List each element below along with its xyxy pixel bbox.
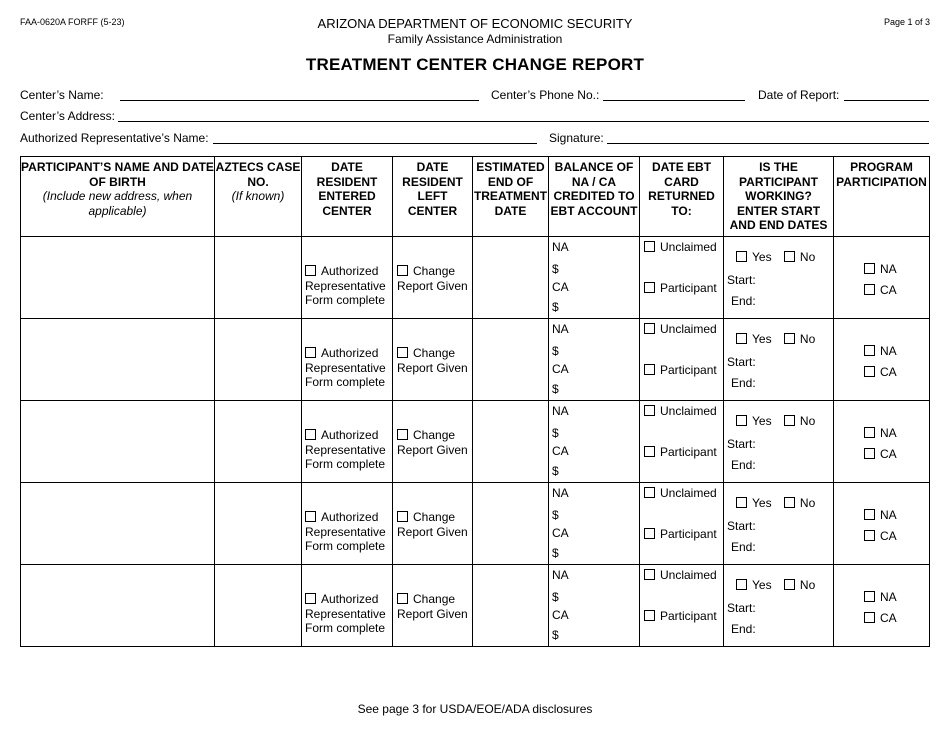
header-balance: BALANCE OF NA / CA CREDITED TO EBT ACCOUNT [549,157,640,237]
yes-label: Yes [752,332,772,346]
change-text-2: Report Given [397,360,468,375]
no-checkbox[interactable] [784,415,795,426]
auth-text-3: Form complete [305,539,386,553]
participant-cell[interactable] [21,319,215,401]
program-na-label: NA [880,344,897,358]
no-checkbox[interactable] [784,251,795,262]
change-report-checkbox[interactable] [397,347,408,358]
header-participant: PARTICIPANT’S NAME AND DATE OF BIRTH (Include new address, when applicable) [21,157,215,237]
program-na-checkbox[interactable] [864,345,875,356]
balance-na-dollar: $ [552,590,559,604]
program-na-label: NA [880,262,897,276]
page-title: TREATMENT CENTER CHANGE REPORT [305,55,645,74]
entered-cell[interactable] [302,237,393,319]
ebt-cell[interactable] [640,565,724,647]
unclaimed-checkbox[interactable] [644,323,655,334]
header-program: PROGRAM PARTICIPATION [834,157,930,237]
auth-text-2: Representative [305,524,386,539]
no-label: No [799,332,816,346]
participant-checkbox[interactable] [644,364,655,375]
program-ca-checkbox[interactable] [864,530,875,541]
program-cell[interactable] [834,565,930,647]
balance-ca-dollar: $ [552,300,559,314]
participant-label: Participant [660,527,717,541]
program-na-label: NA [880,426,897,440]
header-aztecs-note: (If known) [231,189,285,203]
left-cell[interactable] [393,401,473,483]
authorized-rep-label: Authorized Representative’s Name: [20,131,209,145]
header-entered: DATE RESIDENT ENTERED CENTER [302,157,393,237]
entered-cell[interactable] [302,401,393,483]
change-report-checkbox[interactable] [397,593,408,604]
balance-na-dollar: $ [552,508,559,522]
aztecs-cell[interactable] [215,565,302,647]
participant-label: Participant [660,445,717,459]
program-cell[interactable] [834,319,930,401]
change-report-table [20,156,930,647]
change-text-1: Change [413,346,456,360]
balance-cell[interactable] [549,237,640,319]
left-cell[interactable] [393,565,473,647]
auth-text-2: Representative [305,360,386,375]
start-label: Start: [727,355,756,369]
yes-checkbox[interactable] [736,579,747,590]
program-ca-checkbox[interactable] [864,612,875,623]
no-label: No [799,250,816,264]
no-checkbox[interactable] [784,497,795,508]
program-ca-label: CA [880,447,897,461]
aztecs-cell[interactable] [215,237,302,319]
authorized-rep-checkbox[interactable] [305,429,316,440]
auth-text-1: Authorized [321,264,379,278]
program-ca-label: CA [880,283,897,297]
auth-text-1: Authorized [321,346,379,360]
entered-cell[interactable] [302,565,393,647]
aztecs-cell[interactable] [215,319,302,401]
table-header-row [21,157,930,237]
balance-na: NA [552,322,569,336]
authorized-rep-checkbox[interactable] [305,347,316,358]
center-phone-field[interactable] [603,100,745,101]
unclaimed-label: Unclaimed [660,404,717,418]
program-ca-checkbox[interactable] [864,284,875,295]
yes-label: Yes [752,578,772,592]
yes-checkbox[interactable] [736,497,747,508]
estimated-cell[interactable] [473,401,549,483]
entered-cell[interactable] [302,483,393,565]
unclaimed-label: Unclaimed [660,322,717,336]
yes-checkbox[interactable] [736,415,747,426]
working-cell[interactable] [724,319,834,401]
program-ca-label: CA [880,611,897,625]
end-label: End: [731,294,756,308]
auth-text-2: Representative [305,442,386,457]
estimated-cell[interactable] [473,565,549,647]
participant-checkbox[interactable] [644,528,655,539]
aztecs-cell[interactable] [215,483,302,565]
auth-text-1: Authorized [321,428,379,442]
unclaimed-checkbox[interactable] [644,487,655,498]
balance-na-dollar: $ [552,262,559,276]
yes-label: Yes [752,250,772,264]
change-report-checkbox[interactable] [397,429,408,440]
change-text-2: Report Given [397,442,468,457]
authorized-rep-field[interactable] [213,143,537,144]
auth-text-1: Authorized [321,510,379,524]
balance-ca-dollar: $ [552,382,559,396]
participant-cell[interactable] [21,565,215,647]
header-ebt: DATE EBT CARD RETURNED TO: [640,157,724,237]
participant-label: Participant [660,363,717,377]
estimated-cell[interactable] [473,319,549,401]
change-text-1: Change [413,428,456,442]
program-na-checkbox[interactable] [864,591,875,602]
unclaimed-label: Unclaimed [660,568,717,582]
program-cell[interactable] [834,483,930,565]
left-cell[interactable] [393,237,473,319]
balance-ca-dollar: $ [552,464,559,478]
program-na-checkbox[interactable] [864,509,875,520]
balance-ca: CA [552,526,569,540]
auth-text-3: Form complete [305,457,386,471]
date-of-report-label: Date of Report: [758,88,840,102]
balance-na-dollar: $ [552,344,559,358]
entered-cell[interactable] [302,319,393,401]
program-ca-label: CA [880,529,897,543]
yes-checkbox[interactable] [736,251,747,262]
header-participant-note: (Include new address, when applicable) [42,189,193,218]
balance-na: NA [552,568,569,582]
start-label: Start: [727,519,756,533]
unclaimed-label: Unclaimed [660,240,717,254]
date-of-report-field[interactable] [844,100,929,101]
program-na-label: NA [880,590,897,604]
division-name: Family Assistance Administration [387,32,563,46]
table-row [21,565,930,647]
footer-note: See page 3 for USDA/EOE/ADA disclosures [357,702,593,716]
participant-label: Participant [660,281,717,295]
program-cell[interactable] [834,401,930,483]
unclaimed-checkbox[interactable] [644,405,655,416]
ebt-cell[interactable] [640,401,724,483]
balance-cell[interactable] [549,483,640,565]
auth-text-1: Authorized [321,592,379,606]
change-report-checkbox[interactable] [397,511,408,522]
aztecs-cell[interactable] [215,401,302,483]
end-label: End: [731,458,756,472]
end-label: End: [731,622,756,636]
balance-ca-dollar: $ [552,628,559,642]
program-ca-label: CA [880,365,897,379]
change-text-1: Change [413,510,456,524]
participant-checkbox[interactable] [644,446,655,457]
working-cell[interactable] [724,237,834,319]
authorized-rep-checkbox[interactable] [305,265,316,276]
unclaimed-label: Unclaimed [660,486,717,500]
participant-cell[interactable] [21,237,215,319]
balance-cell[interactable] [549,565,640,647]
start-label: Start: [727,437,756,451]
balance-ca-dollar: $ [552,546,559,560]
ebt-cell[interactable] [640,319,724,401]
balance-ca: CA [552,608,569,622]
no-label: No [799,496,816,510]
participant-checkbox[interactable] [644,282,655,293]
yes-label: Yes [752,496,772,510]
balance-ca: CA [552,362,569,376]
header-left: DATE RESIDENT LEFT CENTER [393,157,473,237]
unclaimed-checkbox[interactable] [644,241,655,252]
authorized-rep-checkbox[interactable] [305,593,316,604]
participant-cell[interactable] [21,483,215,565]
no-label: No [799,578,816,592]
auth-text-3: Form complete [305,375,386,389]
auth-text-3: Form complete [305,621,386,635]
balance-ca: CA [552,444,569,458]
table-row [21,237,930,319]
center-phone-label: Center’s Phone No.: [491,88,600,102]
page-number: Page 1 of 3 [883,17,930,27]
estimated-cell[interactable] [473,483,549,565]
program-na-label: NA [880,508,897,522]
working-cell[interactable] [724,565,834,647]
signature-field[interactable] [607,143,929,144]
agency-name: ARIZONA DEPARTMENT OF ECONOMIC SECURITY [317,16,633,31]
change-text-2: Report Given [397,278,468,293]
center-address-label: Center’s Address: [20,109,115,123]
program-na-checkbox[interactable] [864,263,875,274]
estimated-cell[interactable] [473,237,549,319]
change-text-2: Report Given [397,524,468,539]
balance-cell[interactable] [549,319,640,401]
center-name-field[interactable] [120,100,479,101]
working-cell[interactable] [724,401,834,483]
auth-text-2: Representative [305,606,386,621]
balance-na: NA [552,240,569,254]
participant-cell[interactable] [21,401,215,483]
form-number: FAA-0620A FORFF (5-23) [20,17,125,27]
table-row [21,483,930,565]
center-address-field[interactable] [118,121,929,122]
table-row [21,319,930,401]
end-label: End: [731,540,756,554]
start-label: Start: [727,601,756,615]
change-text-1: Change [413,264,456,278]
balance-na: NA [552,486,569,500]
participant-checkbox[interactable] [644,610,655,621]
program-cell[interactable] [834,237,930,319]
left-cell[interactable] [393,319,473,401]
signature-label: Signature: [549,131,604,145]
header-working: IS THE PARTICIPANT WORKING? ENTER START AND END DATES [724,157,834,237]
program-ca-checkbox[interactable] [864,448,875,459]
ebt-cell[interactable] [640,237,724,319]
balance-cell[interactable] [549,401,640,483]
ebt-cell[interactable] [640,483,724,565]
authorized-rep-checkbox[interactable] [305,511,316,522]
start-label: Start: [727,273,756,287]
yes-checkbox[interactable] [736,333,747,344]
change-report-checkbox[interactable] [397,265,408,276]
no-checkbox[interactable] [784,333,795,344]
header-estimated: ESTIMATED END OF TREATMENT DATE [473,157,549,237]
change-text-2: Report Given [397,606,468,621]
end-label: End: [731,376,756,390]
working-cell[interactable] [724,483,834,565]
auth-text-2: Representative [305,278,386,293]
header-aztecs: AZTECS CASE NO. (If known) [215,157,302,237]
no-checkbox[interactable] [784,579,795,590]
center-name-label: Center’s Name: [20,88,104,102]
change-text-1: Change [413,592,456,606]
balance-na: NA [552,404,569,418]
balance-ca: CA [552,280,569,294]
left-cell[interactable] [393,483,473,565]
auth-text-3: Form complete [305,293,386,307]
participant-label: Participant [660,609,717,623]
balance-na-dollar: $ [552,426,559,440]
unclaimed-checkbox[interactable] [644,569,655,580]
program-ca-checkbox[interactable] [864,366,875,377]
yes-label: Yes [752,414,772,428]
no-label: No [799,414,816,428]
program-na-checkbox[interactable] [864,427,875,438]
table-row [21,401,930,483]
